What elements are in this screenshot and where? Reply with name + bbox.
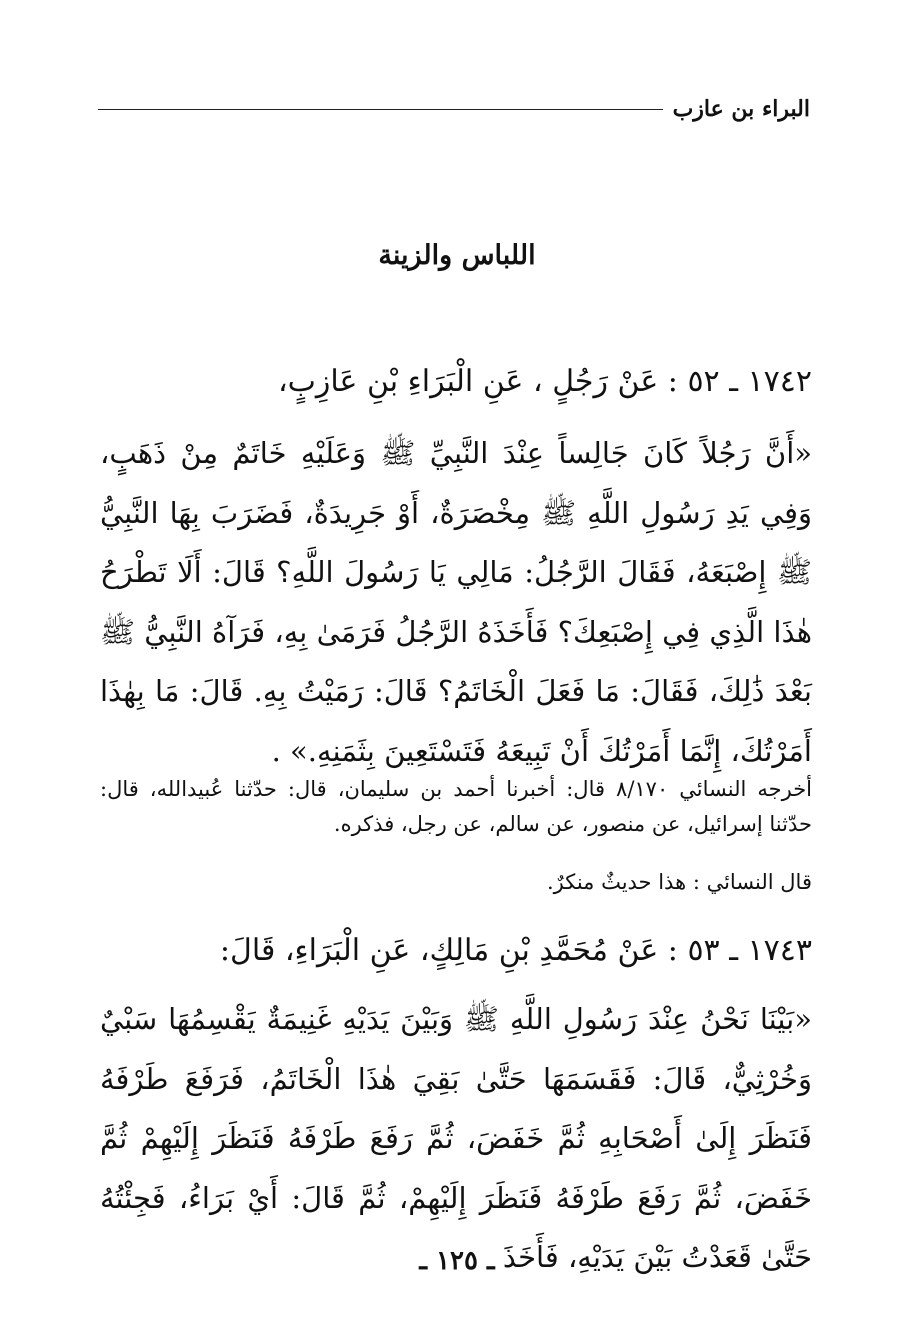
hadith-1-takhrij: أخرجه النسائي ٨/١٧٠ قال: أخبرنا أحمد بن سليمان، قال: حدّثنا عُبيدالله، قال: حدّثنا إسرائيل، عن منصور، عن سالم، عن رجل، فذكره. bbox=[100, 777, 813, 836]
running-title: البراء بن عازب bbox=[672, 96, 810, 122]
hadith-1-note: قال النسائي : هذا حديثٌ منكرٌ. bbox=[546, 870, 812, 894]
page-number: ـ ١٢٥ ـ bbox=[419, 1246, 495, 1276]
hadith-1-number: ١٧٤٢ ـ ٥٢ bbox=[687, 364, 812, 399]
hadith-1-matn: «أَنَّ رَجُلاً كَانَ جَالِساً عِنْدَ النَّبِيِّ ﷺ وَعَلَيْهِ خَاتَمٌ مِنْ ذَهَبٍ، وَفِي يَدِ رَسُولِ اللَّهِ ﷺ مِخْصَرَةٌ، أَوْ جَرِيدَةٌ، فَضَرَبَ بِهَا النَّبِيُّ ﷺ إِصْبَعَهُ، فَقَالَ الرَّجُلُ: مَالِي يَا رَسُولَ اللَّهِ؟ قَالَ: أَلَا تَطْرَحُ هٰذَا الَّذِي فِي إِصْبَعِكَ؟ فَأَخَذَهُ الرَّجُلُ فَرَمَىٰ بِهِ، فَرَآهُ النَّبِيُّ ﷺ بَعْدَ ذَٰلِكَ، فَقَالَ: مَا فَعَلَ الْخَاتَمُ؟ قَالَ: رَمَيْتُ بِهِ. قَالَ: مَا بِهٰذَا أَمَرْتُكَ، إِنَّمَا أَمَرْتُكَ أَنْ تَبِيعَهُ فَتَسْتَعِينَ بِثَمَنِهِ.» . bbox=[100, 436, 812, 768]
section-title: اللباس والزينة bbox=[378, 240, 536, 271]
hadith-1-isnad: : عَنْ رَجُلٍ ، عَنِ الْبَرَاءِ بْنِ عَازِبٍ، bbox=[277, 364, 678, 399]
hadith-2-isnad: : عَنْ مُحَمَّدِ بْنِ مَالِكٍ، عَنِ الْبَرَاءِ، قَالَ: bbox=[219, 933, 678, 968]
hadith-1-heading bbox=[278, 364, 812, 399]
running-head bbox=[98, 92, 810, 126]
header-rule bbox=[98, 109, 663, 110]
hadith-2-number: ١٧٤٣ ـ ٥٣ bbox=[687, 933, 812, 968]
hadith-2-heading bbox=[220, 933, 812, 968]
hadith-2-matn: «بَيْنَا نَحْنُ عِنْدَ رَسُولِ اللَّهِ ﷺ وَبَيْنَ يَدَيْهِ غَنِيمَةٌ يَقْسِمُهَا سَبْيٌ وَخُرْثِيٌّ، قَالَ: فَقَسَمَهَا حَتَّىٰ بَقِيَ هٰذَا الْخَاتَمُ، فَرَفَعَ طَرْفَهُ فَنَظَرَ إِلَىٰ أَصْحَابِهِ ثُمَّ خَفَضَ، ثُمَّ رَفَعَ طَرْفَهُ فَنَظَرَ إِلَيْهِمْ ثُمَّ خَفَضَ، ثُمَّ رَفَعَ طَرْفَهُ فَنَظَرَ إِلَيْهِمْ، ثُمَّ قَالَ: أَيْ بَرَاءُ، فَجِئْتُهُ حَتَّىٰ قَعَدْتُ بَيْنَ يَدَيْهِ، فَأَخَذَ bbox=[100, 1002, 812, 1274]
